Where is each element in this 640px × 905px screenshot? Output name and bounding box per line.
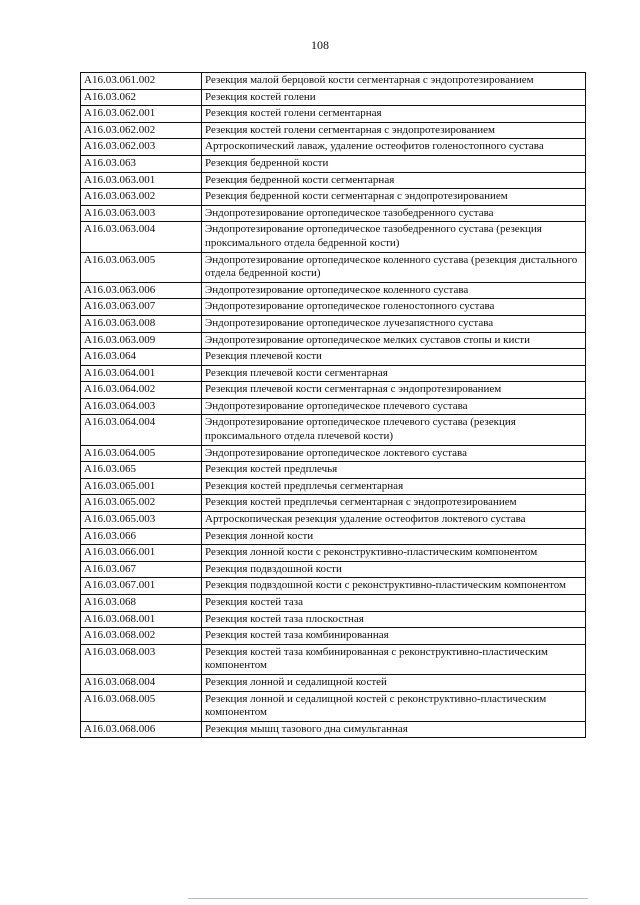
procedure-name: Резекция лонной и седалищной костей [202, 674, 586, 691]
procedure-code: A16.03.064 [81, 349, 202, 366]
procedure-code: A16.03.065.001 [81, 478, 202, 495]
procedure-name: Артроскопический лаваж, удаление остеофитов голеностопного сустава [202, 139, 586, 156]
procedure-code: A16.03.064.005 [81, 445, 202, 462]
procedure-name: Эндопротезирование ортопедическое тазобедренного сустава (резекция проксимального отдела бедренной кости) [202, 222, 586, 252]
procedure-name: Резекция лонной кости с реконструктивно-пластическим компонентом [202, 545, 586, 562]
procedure-name: Эндопротезирование ортопедическое коленного сустава [202, 282, 586, 299]
procedure-name: Резекция костей таза комбинированная [202, 628, 586, 645]
procedures-table [80, 72, 586, 738]
table-row [81, 365, 586, 382]
table-row [81, 189, 586, 206]
table-row [81, 721, 586, 738]
page-number: 108 [311, 38, 329, 52]
procedure-name: Резекция костей предплечья сегментарная [202, 478, 586, 495]
procedure-code: A16.03.064.004 [81, 415, 202, 445]
procedure-name: Резекция костей таза [202, 595, 586, 612]
procedure-name: Резекция плечевой кости сегментарная [202, 365, 586, 382]
table-row [81, 611, 586, 628]
procedure-name: Эндопротезирование ортопедическое голеностопного сустава [202, 299, 586, 316]
procedure-code: A16.03.063.003 [81, 205, 202, 222]
table-row [81, 495, 586, 512]
procedure-code: A16.03.067 [81, 561, 202, 578]
table-row [81, 398, 586, 415]
procedure-name: Резекция бедренной кости [202, 155, 586, 172]
procedure-name: Артроскопическая резекция удаление остеофитов локтевого сустава [202, 512, 586, 529]
table-row [81, 252, 586, 282]
procedure-code: A16.03.068 [81, 595, 202, 612]
table-row [81, 512, 586, 529]
procedure-code: A16.03.067.001 [81, 578, 202, 595]
procedure-name: Резекция подвздошной кости с реконструктивно-пластическим компонентом [202, 578, 586, 595]
procedure-name: Резекция костей предплечья сегментарная с эндопротезированием [202, 495, 586, 512]
procedure-code: A16.03.063.004 [81, 222, 202, 252]
table-row [81, 106, 586, 123]
procedure-name: Резекция костей голени [202, 89, 586, 106]
table-row [81, 299, 586, 316]
procedure-code: A16.03.063.008 [81, 315, 202, 332]
table-row [81, 578, 586, 595]
procedure-name: Резекция костей голени сегментарная [202, 106, 586, 123]
procedure-code: A16.03.063.006 [81, 282, 202, 299]
procedure-name: Резекция лонной кости [202, 528, 586, 545]
procedure-code: A16.03.062.002 [81, 122, 202, 139]
procedure-code: A16.03.068.001 [81, 611, 202, 628]
procedure-name: Резекция малой берцовой кости сегментарная с эндопротезированием [202, 73, 586, 90]
table-row [81, 222, 586, 252]
procedure-name: Резекция бедренной кости сегментарная [202, 172, 586, 189]
procedure-code: A16.03.064.001 [81, 365, 202, 382]
table-row [81, 644, 586, 674]
table-row [81, 155, 586, 172]
procedure-name: Эндопротезирование ортопедическое коленного сустава (резекция дистального отдела бедренной кости) [202, 252, 586, 282]
table-row [81, 561, 586, 578]
table-row [81, 122, 586, 139]
procedure-name: Резекция костей таза комбинированная с реконструктивно-пластическим компонентом [202, 644, 586, 674]
procedure-name: Эндопротезирование ортопедическое лучезапястного сустава [202, 315, 586, 332]
procedure-code: A16.03.063 [81, 155, 202, 172]
table-row [81, 528, 586, 545]
procedure-name: Эндопротезирование ортопедическое локтевого сустава [202, 445, 586, 462]
table-row [81, 545, 586, 562]
procedure-code: A16.03.068.005 [81, 691, 202, 721]
table-row [81, 595, 586, 612]
procedure-code: A16.03.068.002 [81, 628, 202, 645]
table-row [81, 674, 586, 691]
procedure-code: A16.03.064.003 [81, 398, 202, 415]
procedure-name: Резекция мышц тазового дна симультанная [202, 721, 586, 738]
table-row [81, 445, 586, 462]
procedure-code: A16.03.063.007 [81, 299, 202, 316]
procedure-code: A16.03.066.001 [81, 545, 202, 562]
procedure-code: A16.03.065 [81, 462, 202, 479]
table-row [81, 282, 586, 299]
table-row [81, 73, 586, 90]
procedure-code: A16.03.063.002 [81, 189, 202, 206]
procedure-name: Резекция лонной и седалищной костей с реконструктивно-пластическим компонентом [202, 691, 586, 721]
table-row [81, 349, 586, 366]
procedure-name: Эндопротезирование ортопедическое плечевого сустава (резекция проксимального отдела плечевой кости) [202, 415, 586, 445]
table-row [81, 205, 586, 222]
table-row [81, 462, 586, 479]
table-row [81, 382, 586, 399]
bottom-scan-line [188, 898, 588, 899]
procedure-code: A16.03.065.003 [81, 512, 202, 529]
table-row [81, 139, 586, 156]
procedure-name: Резекция костей таза плоскостная [202, 611, 586, 628]
procedure-name: Резекция бедренной кости сегментарная с эндопротезированием [202, 189, 586, 206]
procedure-code: A16.03.061.002 [81, 73, 202, 90]
procedure-code: A16.03.068.003 [81, 644, 202, 674]
table-row [81, 332, 586, 349]
table-row [81, 315, 586, 332]
procedure-code: A16.03.062.001 [81, 106, 202, 123]
procedure-code: A16.03.064.002 [81, 382, 202, 399]
procedure-code: A16.03.068.004 [81, 674, 202, 691]
table-row [81, 691, 586, 721]
table-row [81, 628, 586, 645]
procedure-name: Эндопротезирование ортопедическое плечевого сустава [202, 398, 586, 415]
procedure-code: A16.03.062 [81, 89, 202, 106]
table-row [81, 172, 586, 189]
procedure-code: A16.03.065.002 [81, 495, 202, 512]
procedure-code: A16.03.063.001 [81, 172, 202, 189]
procedure-name: Резекция костей голени сегментарная с эндопротезированием [202, 122, 586, 139]
procedure-name: Резекция плечевой кости [202, 349, 586, 366]
procedure-name: Резекция костей предплечья [202, 462, 586, 479]
table-row [81, 415, 586, 445]
procedure-name: Эндопротезирование ортопедическое тазобедренного сустава [202, 205, 586, 222]
procedure-code: A16.03.062.003 [81, 139, 202, 156]
procedure-code: A16.03.063.005 [81, 252, 202, 282]
procedure-code: A16.03.066 [81, 528, 202, 545]
procedure-name: Резекция плечевой кости сегментарная с эндопротезированием [202, 382, 586, 399]
procedure-name: Резекция подвздошной кости [202, 561, 586, 578]
procedure-name: Эндопротезирование ортопедическое мелких суставов стопы и кисти [202, 332, 586, 349]
procedure-code: A16.03.063.009 [81, 332, 202, 349]
procedure-code: A16.03.068.006 [81, 721, 202, 738]
procedures-table-body [81, 73, 586, 738]
table-row [81, 478, 586, 495]
table-row [81, 89, 586, 106]
